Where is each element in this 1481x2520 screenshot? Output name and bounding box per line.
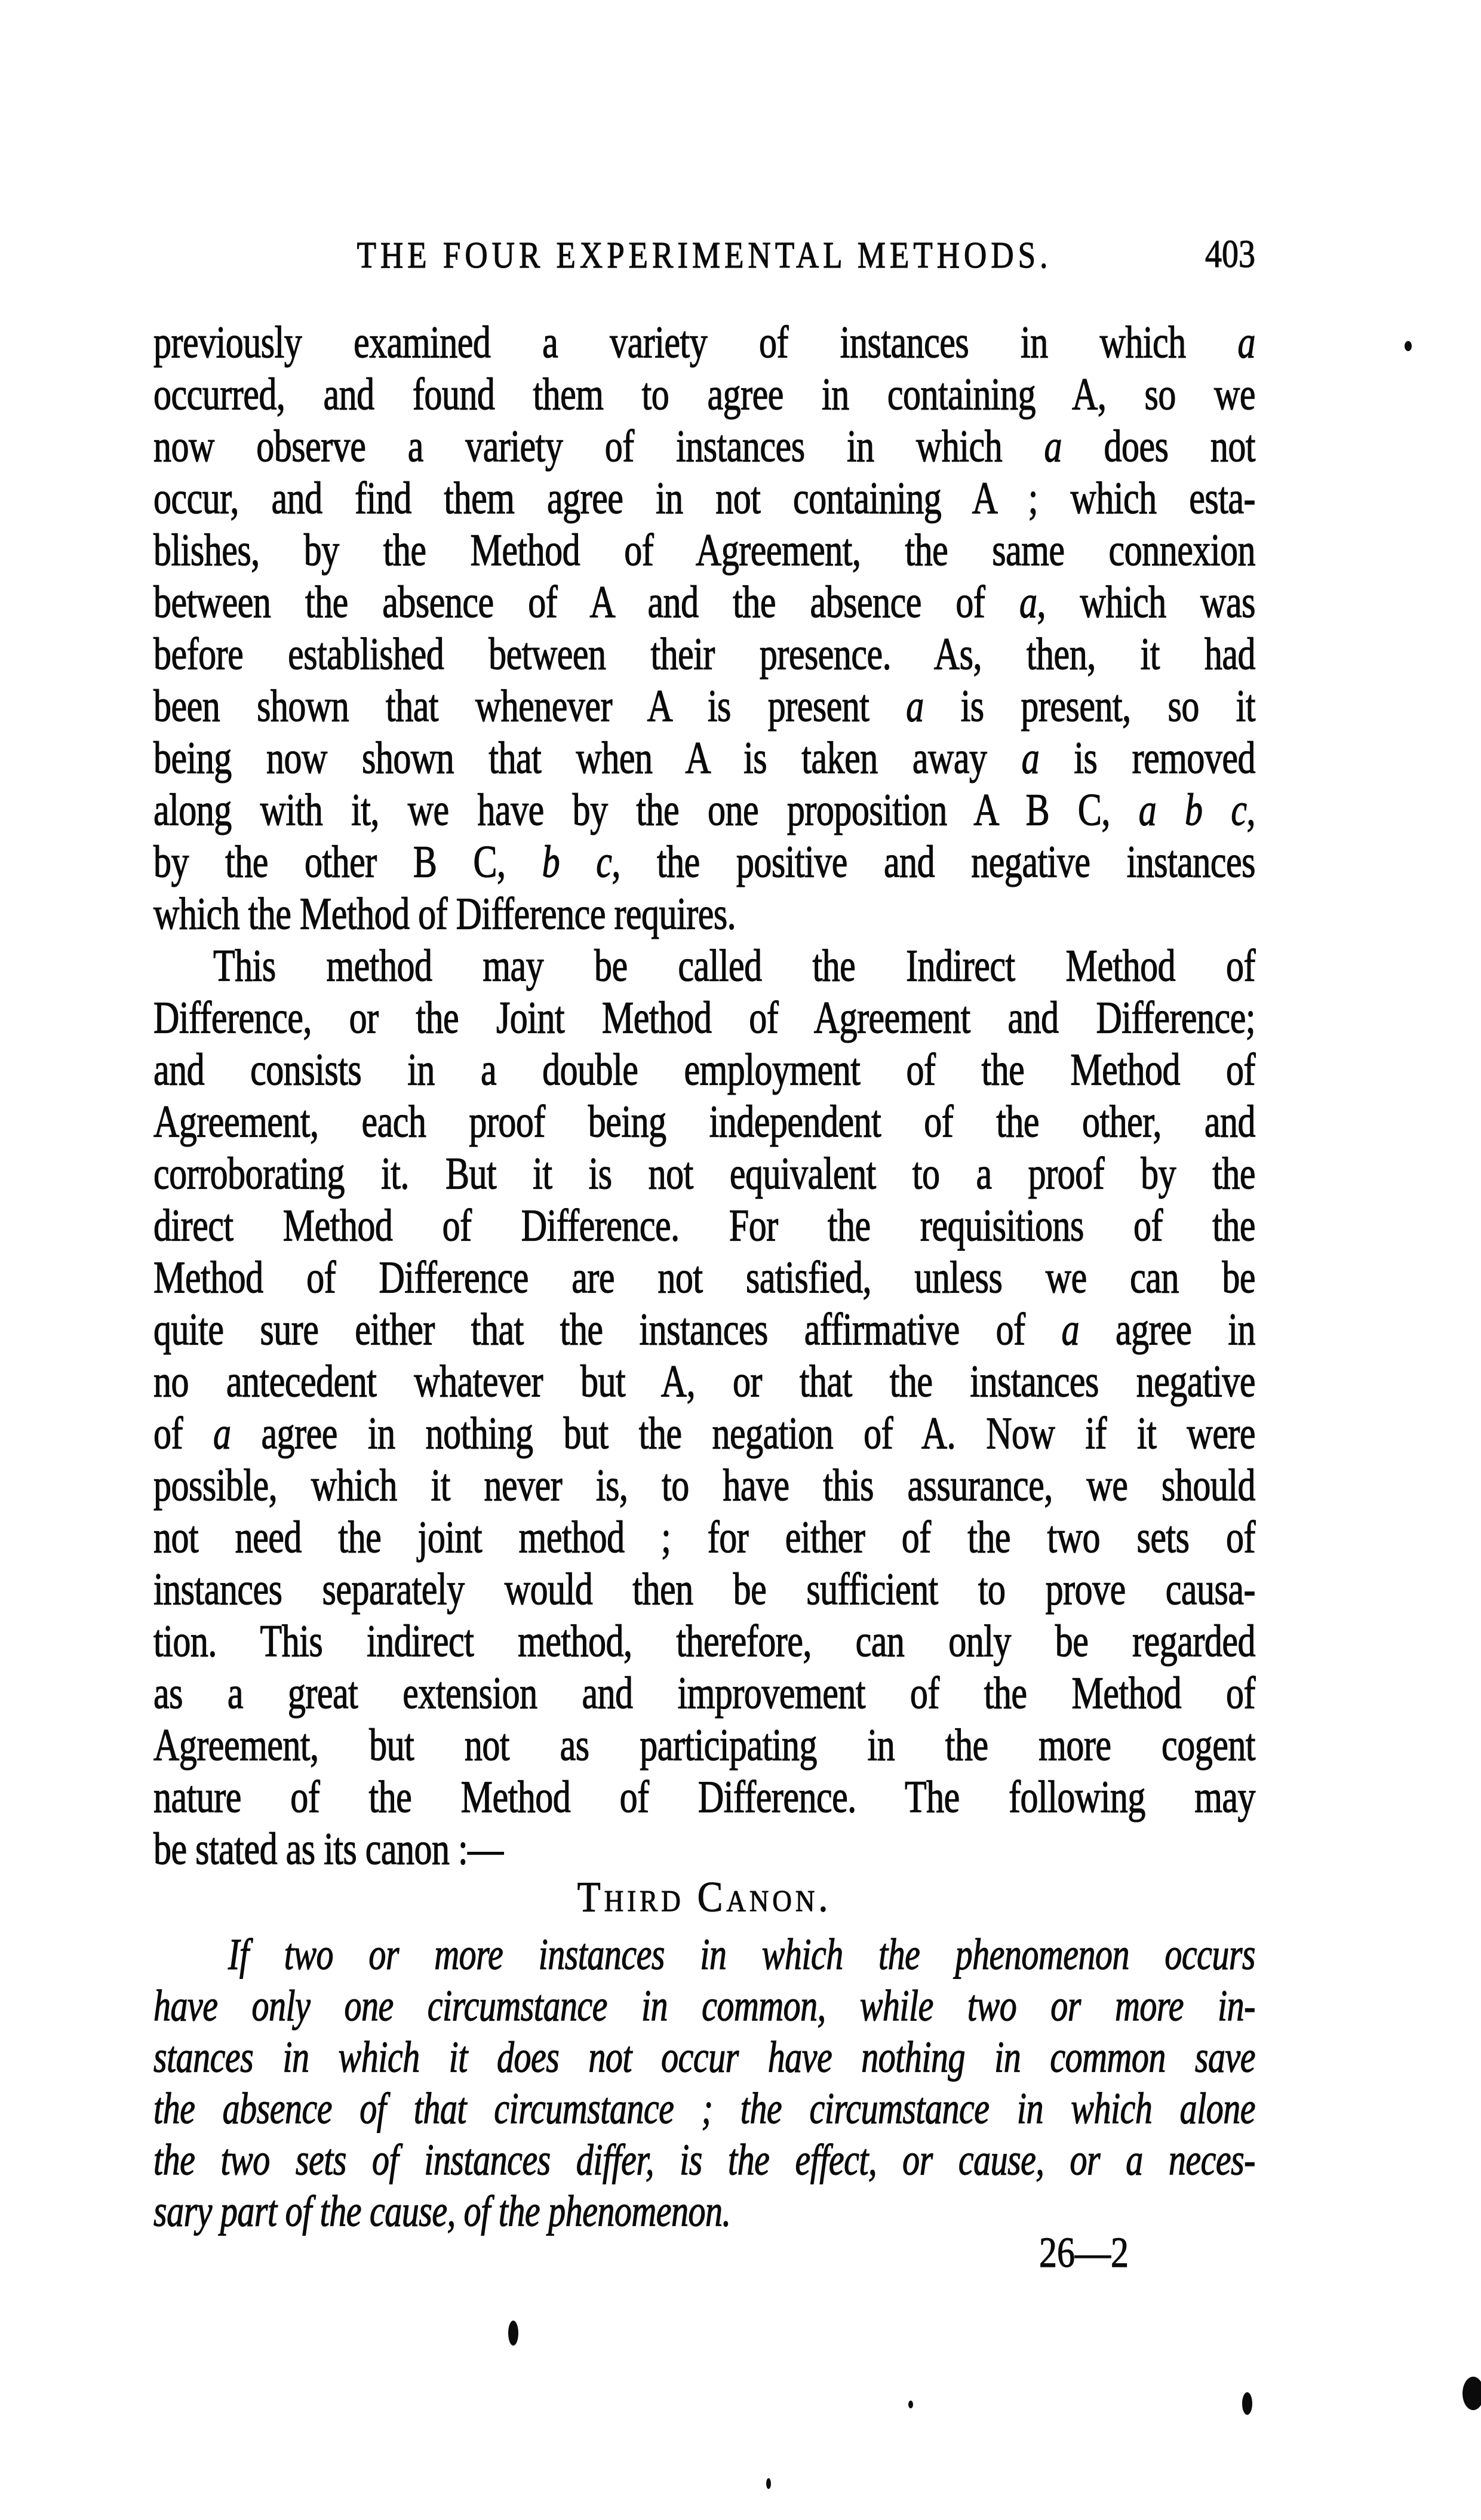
text-segment: by the other B C, <box>153 836 542 887</box>
text-segment: and consists in a double employment of the Method of <box>153 1044 1255 1095</box>
text-segment: stances in which it does not occur have nothing in common save <box>153 2032 1255 2082</box>
text-segment: is removed <box>1039 732 1255 783</box>
canon-text <box>153 1929 1255 2237</box>
text-segment: before established between their presence. As, then, it had <box>153 628 1255 680</box>
ink-mark <box>766 2478 771 2489</box>
text-segment: no antecedent whatever but A, or that the instances negative <box>153 1356 1255 1407</box>
text-segment: between the absence of A and the absence of <box>153 576 1019 628</box>
text-segment: direct Method of Difference. For the requisitions of the <box>153 1200 1255 1251</box>
italic-text-segment: a <box>1044 420 1062 472</box>
text-segment: does not <box>1062 420 1255 472</box>
text-segment: not need the joint method ; for either of the two sets of <box>153 1511 1255 1563</box>
text-segment: corroborating it. But it is not equivalent to a proof by the <box>153 1148 1255 1199</box>
page-number: 403 <box>1205 232 1255 276</box>
text-segment: tion. This indirect method, therefore, can only be regarded <box>153 1615 1255 1667</box>
text-segment: be stated as its canon :— <box>153 1823 503 1874</box>
ink-mark <box>508 2321 518 2346</box>
italic-text-segment: a <box>906 680 924 732</box>
text-segment: quite sure either that the instances affirmative of <box>153 1304 1062 1355</box>
italic-text-segment: a b c <box>1138 784 1247 835</box>
text-segment: possible, which it never is, to have this assurance, we should <box>153 1459 1255 1511</box>
italic-text-segment: b c <box>542 836 612 887</box>
text-segment: as a great extension and improvement of the Method of <box>153 1667 1255 1719</box>
italic-text-segment: a <box>213 1407 231 1459</box>
text-segment: sary part of the cause, of the phenomenon. <box>153 2186 731 2236</box>
text-segment: occur, and find them agree in not containing A ; which esta- <box>153 472 1255 524</box>
text-segment: of <box>153 1407 214 1459</box>
text-segment: have only one circumstance in common, while two or more in- <box>153 1980 1255 2030</box>
text-segment: along with it, we have by the one proposition A B C, <box>153 784 1139 835</box>
text-segment: Difference, or the Joint Method of Agreement and Difference; <box>153 992 1255 1043</box>
text-segment: Agreement, each proof being independent of the other, and <box>153 1096 1255 1147</box>
text-segment: If two or more instances in which the phenomenon occurs <box>228 1929 1255 1979</box>
italic-text-segment: a <box>1061 1304 1080 1355</box>
running-title: THE FOUR EXPERIMENTAL METHODS. <box>357 235 1052 276</box>
text-segment: nature of the Method of Difference. The following may <box>153 1771 1255 1823</box>
text-segment: blishes, by the Method of Agreement, the same connexion <box>153 524 1255 576</box>
text-segment: agree in <box>1079 1304 1255 1355</box>
italic-text-segment: a <box>1019 576 1037 628</box>
ink-mark <box>1405 341 1412 351</box>
ink-mark <box>1242 2392 1252 2415</box>
italic-text-segment: a <box>1021 732 1040 783</box>
ink-mark <box>908 2401 913 2408</box>
italic-text-segment: a <box>1237 316 1255 368</box>
page-header <box>153 232 1255 285</box>
text-segment: been shown that whenever A is present <box>153 680 907 732</box>
text-segment: now observe a variety of instances in which <box>153 420 1044 472</box>
text-segment: is present, so it <box>923 680 1255 732</box>
text-segment: This method may be called the Indirect Method of <box>213 940 1255 991</box>
text-segment: the absence of that circumstance ; the circumstance in which alone <box>153 2083 1255 2133</box>
ink-mark <box>1462 2377 1481 2410</box>
text-segment: instances separately would then be sufficient to prove causa- <box>153 1563 1255 1615</box>
canon-heading: Third Canon. <box>577 1873 832 1921</box>
text-segment: the two sets of instances differ, is the effect, or cause, or a neces- <box>153 2134 1255 2184</box>
text-segment: previously examined a variety of instances in which <box>153 316 1238 368</box>
text-segment: which the Method of Difference requires. <box>153 888 736 939</box>
text-segment: , <box>1246 784 1255 835</box>
text-segment: occurred, and found them to agree in containing A, so we <box>153 368 1255 420</box>
body-text <box>153 316 1255 1875</box>
text-segment: , which was <box>1037 576 1255 628</box>
text-segment: , the positive and negative instances <box>612 836 1255 887</box>
text-segment: agree in nothing but the negation of A. Now if it were <box>231 1407 1255 1459</box>
text-segment: being now shown that when A is taken away <box>153 732 1022 783</box>
printer-signature: 26—2 <box>1039 2229 1129 2276</box>
text-segment: Method of Difference are not satisfied, unless we can be <box>153 1252 1255 1303</box>
text-segment: Agreement, but not as participating in the more cogent <box>153 1719 1255 1771</box>
